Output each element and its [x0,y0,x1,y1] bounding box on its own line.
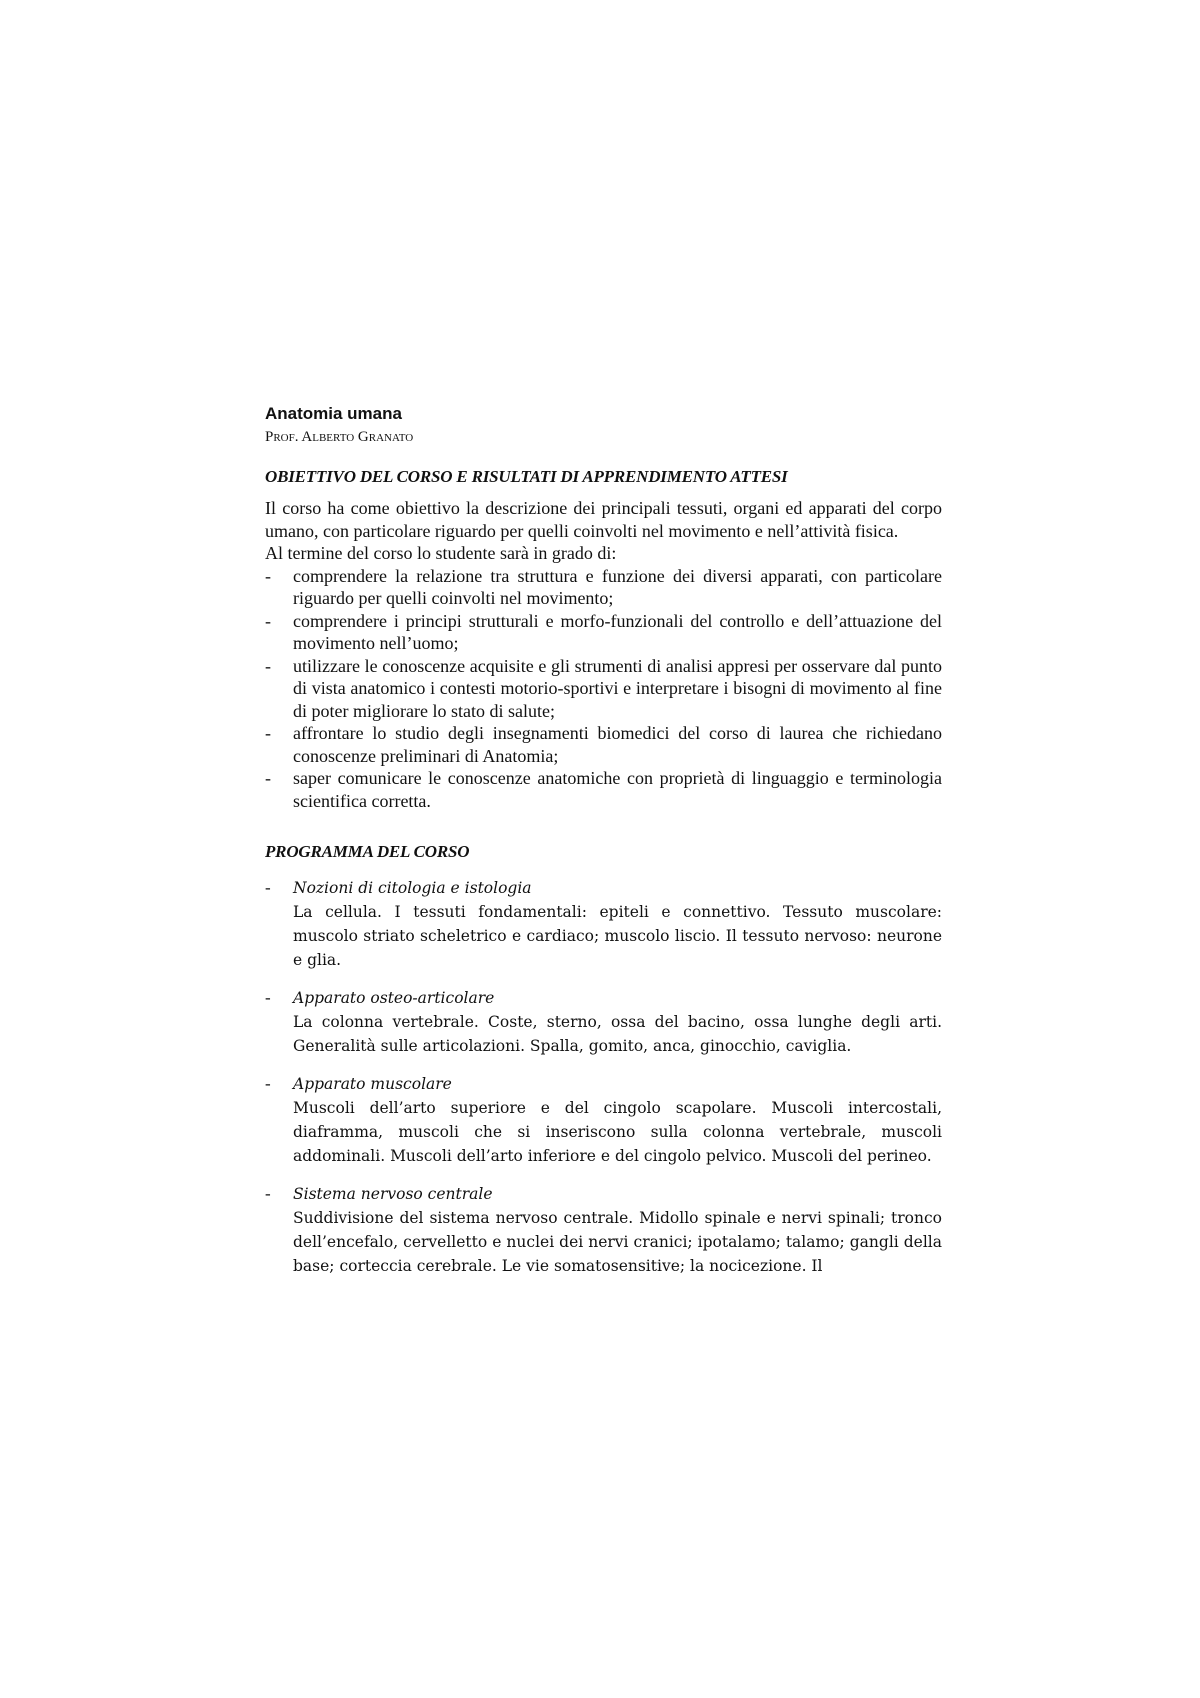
list-item-text: comprendere i principi strutturali e morfo-funzionali del controllo e dell’attuazione del movimento nell’uomo; [293,610,942,653]
dash-bullet: - [265,655,271,676]
program-item-title: Nozioni di citologia e istologia [293,879,532,897]
program-item-text: La colonna vertebrale. Coste, sterno, ossa del bacino, ossa lunghe degli arti. Generalità sulle articolazioni. Spalla, gomito, anca, ginocchio, caviglia. [293,1013,942,1055]
course-title: Anatomia umana [265,404,402,423]
list-item-text: utilizzare le conoscenze acquisite e gli strumenti di analisi appresi per osservare dal punto di vista anatomico i contesti motorio-sportivi e interpretare i bisogni di movimento al fine di poter migliorare lo stato di salute; [293,655,942,721]
program-item [265,986,942,1058]
document-body [265,402,942,1292]
list-item-text: affrontare lo studio degli insegnamenti biomedici del corso di laurea che richiedano conoscenze preliminari di Anatomia; [293,723,942,766]
objectives-lead: Al termine del corso lo studente sarà in grado di: [265,543,617,563]
program-item-title: Apparato osteo-articolare [293,989,495,1007]
list-item [265,610,942,655]
list-item [265,565,942,610]
program-heading: PROGRAMMA DEL CORSO [265,842,470,861]
dash-bullet: - [265,878,271,897]
program-item [265,1182,942,1278]
dash-bullet: - [265,768,271,788]
list-item-text: saper comunicare le conoscenze anatomiche con proprietà di linguaggio e terminologia scientifica corretta. [293,768,942,811]
program-list [265,876,942,1278]
objectives-intro: Il corso ha come obiettivo la descrizione dei principali tessuti, organi ed apparati del corpo umano, con particolare riguardo per quelli coinvolti nel movimento e nell’attività fisica. [265,498,942,541]
program-item-text: Suddivisione del sistema nervoso centrale. Midollo spinale e nervi spinali; tronco dell’encefalo, cervelletto e nuclei dei nervi cranici; ipotalamo; talamo; gangli della base; corteccia cerebrale. Le vie somatosensitive; la nocicezione. Il [293,1209,942,1275]
professor-name: Prof. Alberto Granato [265,429,414,445]
dash-bullet: - [265,1074,271,1093]
objectives-list [265,565,942,813]
program-item-text: Muscoli dell’arto superiore e del cingolo scapolare. Muscoli intercostali, diaframma, muscoli che si inseriscono sulla colonna vertebrale, muscoli addominali. Muscoli dell’arto inferiore e del cingolo pelvico. Muscoli del perineo. [293,1099,942,1165]
program-item-title: Sistema nervoso centrale [293,1185,493,1203]
dash-bullet: - [265,723,271,743]
program-item-title: Apparato muscolare [293,1075,452,1093]
program-item [265,1072,942,1168]
dash-bullet: - [265,1184,271,1203]
objectives-heading: OBIETTIVO DEL CORSO E RISULTATI DI APPRENDIMENTO ATTESI [265,467,788,486]
list-item-text: comprendere la relazione tra struttura e funzione dei diversi apparati, con particolare riguardo per quelli coinvolti nel movimento; [293,565,942,608]
list-item [265,722,942,767]
program-item-text: La cellula. I tessuti fondamentali: epiteli e connettivo. Tessuto muscolare: muscolo striato scheletrico e cardiaco; muscolo liscio. Il tessuto nervoso: neurone e glia. [293,903,942,969]
dash-bullet: - [265,988,271,1007]
list-item [265,655,942,723]
dash-bullet: - [265,610,271,631]
program-item [265,876,942,972]
dash-bullet: - [265,565,271,586]
section-spacer [265,812,942,840]
list-item [265,767,942,812]
